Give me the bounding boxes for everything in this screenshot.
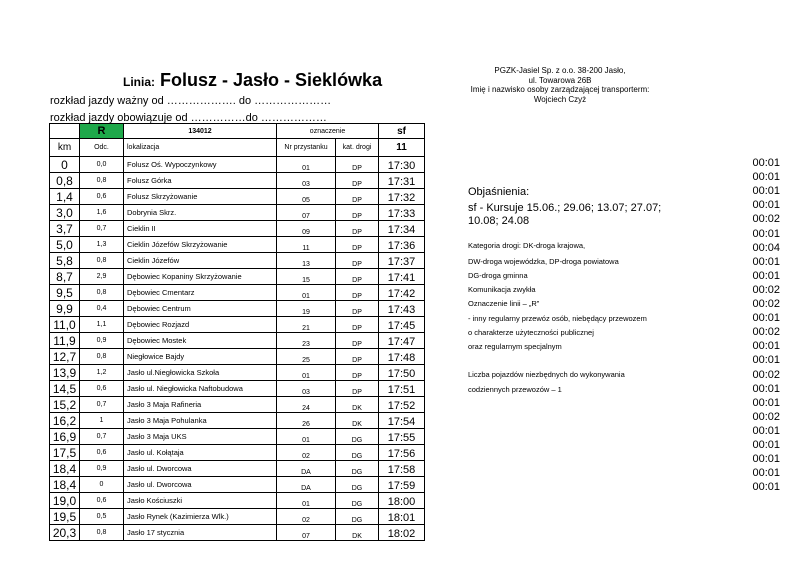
location-cell: Dębowiec Cmentarz — [124, 285, 277, 301]
table-row — [50, 189, 425, 205]
departure-time-cell: 17:37 — [379, 253, 425, 269]
table-row — [50, 445, 425, 461]
location-cell: Jasło ul. Kołątaja — [124, 445, 277, 461]
validity-line-2: rozkład jazdy obowiązuje od ……………do ……………… — [50, 112, 327, 124]
stop-number-cell: 13 — [277, 253, 336, 269]
road-category-cell: DG — [336, 461, 379, 477]
departure-time-cell: 17:58 — [379, 461, 425, 477]
interval-value: 00:02 — [752, 213, 780, 226]
table-row — [50, 477, 425, 493]
road-category-cell: DK — [336, 525, 379, 541]
km-cell: 19,5 — [50, 509, 80, 525]
line-route-name: Folusz - Jasło - Sieklówka — [160, 70, 383, 90]
km-cell: 19,0 — [50, 493, 80, 509]
km-cell: 18,4 — [50, 477, 80, 493]
road-category-cell: DG — [336, 493, 379, 509]
location-cell: Cieklin Józefów Skrzyżowanie — [124, 237, 277, 253]
location-cell: Jasło ul. Dworcowa — [124, 461, 277, 477]
km-cell: 11,9 — [50, 333, 80, 349]
road-category-cell: DG — [336, 477, 379, 493]
note-line: Liczba pojazdów niezbędnych do wykonywania — [468, 370, 625, 379]
stop-number-cell: 01 — [277, 365, 336, 381]
km-cell: 9,5 — [50, 285, 80, 301]
location-cell: Cieklin II — [124, 221, 277, 237]
table-header-row-2 — [50, 139, 425, 157]
location-cell: Jasło Rynek (Kazimierza Wlk.) — [124, 509, 277, 525]
stop-number-cell: 07 — [277, 525, 336, 541]
col-location-header: lokalizacja — [124, 139, 277, 157]
table-row — [50, 509, 425, 525]
departure-time-cell: 18:02 — [379, 525, 425, 541]
stop-number-cell: 15 — [277, 269, 336, 285]
stop-number-cell: 01 — [277, 429, 336, 445]
km-cell: 13,9 — [50, 365, 80, 381]
location-cell: Jasło Kościuszki — [124, 493, 277, 509]
interval-value: 00:01 — [752, 439, 780, 451]
table-row — [50, 413, 425, 429]
interval-value: 00:01 — [752, 227, 780, 240]
km-cell: 5,8 — [50, 253, 80, 269]
odc-cell: 0,4 — [80, 301, 124, 317]
note-line: codziennych przewozów – 1 — [468, 385, 562, 394]
company-address: PGZK-Jasiel Sp. z o.o. 38-200 Jasło, — [494, 66, 626, 75]
road-category-cell: DP — [336, 317, 379, 333]
note-line: oraz regularnym specjalnym — [468, 342, 562, 351]
road-category-cell: DP — [336, 253, 379, 269]
interval-value: 00:01 — [752, 354, 780, 367]
km-cell: 0,8 — [50, 173, 80, 189]
location-cell: Dębowiec Mostek — [124, 333, 277, 349]
course-number-cell: 11 — [379, 139, 425, 157]
interval-value: 00:01 — [752, 396, 780, 409]
interval-value: 00:01 — [752, 424, 780, 437]
road-category-cell: DG — [336, 509, 379, 525]
odc-cell: 0,7 — [80, 397, 124, 413]
company-street: ul. Towarowa 26B — [528, 75, 592, 85]
stop-number-cell: 01 — [277, 157, 336, 173]
note-line: DW-droga wojewódzka, DP-droga powiatowa — [468, 257, 619, 266]
stop-number-cell: 11 — [277, 237, 336, 253]
odc-cell: 0,7 — [80, 429, 124, 445]
odc-cell: 1,1 — [80, 317, 124, 333]
interval-value: 00:01 — [752, 255, 780, 268]
location-cell: Folusz Oś. Wypoczynkowy — [124, 157, 277, 173]
interval-value: 00:02 — [752, 368, 780, 381]
departure-time-cell: 17:36 — [379, 237, 425, 253]
interval-value: 00:02 — [752, 298, 780, 310]
location-cell: Jasło ul. Niegłowicka Naftobudowa — [124, 381, 277, 397]
location-cell: Jasło 3 Maja UKS — [124, 429, 277, 445]
km-cell: 11,0 — [50, 317, 80, 333]
col-km-header: km — [50, 139, 80, 157]
road-category-cell: DK — [336, 397, 379, 413]
odc-cell: 0 — [80, 477, 124, 493]
table-row — [50, 285, 425, 301]
empty-header-cell — [50, 124, 80, 139]
stop-number-cell: 19 — [277, 301, 336, 317]
road-category-cell: DP — [336, 221, 379, 237]
departure-time-cell: 17:50 — [379, 365, 425, 381]
table-row — [50, 205, 425, 221]
departure-time-cell: 17:30 — [379, 157, 425, 173]
line-title-label: Linia: — [123, 75, 155, 89]
departure-time-cell: 17:56 — [379, 445, 425, 461]
table-row — [50, 381, 425, 397]
interval-value: 00:02 — [752, 410, 780, 423]
km-cell: 9,9 — [50, 301, 80, 317]
km-cell: 14,5 — [50, 381, 80, 397]
km-cell: 1,4 — [50, 189, 80, 205]
odc-cell: 2,9 — [80, 269, 124, 285]
interval-value: 00:01 — [752, 340, 780, 353]
table-row — [50, 221, 425, 237]
odc-cell: 0,6 — [80, 381, 124, 397]
departure-time-cell: 17:54 — [379, 413, 425, 429]
km-cell: 12,7 — [50, 349, 80, 365]
km-cell: 0 — [50, 157, 80, 173]
validity-line-1: rozkład jazdy ważny od ………………. do ………………… — [50, 95, 332, 107]
road-category-cell: DK — [336, 413, 379, 429]
km-cell: 18,4 — [50, 461, 80, 477]
departure-time-cell: 18:01 — [379, 509, 425, 525]
road-category-cell: DP — [336, 365, 379, 381]
interval-value: 00:04 — [752, 241, 780, 254]
road-category-cell: DP — [336, 205, 379, 221]
location-cell: Dębowiec Centrum — [124, 301, 277, 317]
km-cell: 16,9 — [50, 429, 80, 445]
stop-number-cell: 26 — [277, 413, 336, 429]
table-row — [50, 429, 425, 445]
odc-cell: 0,8 — [80, 253, 124, 269]
road-category-cell: DP — [336, 285, 379, 301]
km-cell: 16,2 — [50, 413, 80, 429]
departure-time-cell: 17:42 — [379, 285, 425, 301]
table-row — [50, 237, 425, 253]
table-row — [50, 253, 425, 269]
table-row — [50, 397, 425, 413]
odc-cell: 1 — [80, 413, 124, 429]
location-cell: Jasło ul. Dworcowa — [124, 477, 277, 493]
departure-time-cell: 17:48 — [379, 349, 425, 365]
location-cell: Dobrynia Skrz. — [124, 205, 277, 221]
table-row — [50, 349, 425, 365]
road-category-cell: DP — [336, 237, 379, 253]
odc-cell: 0,8 — [80, 525, 124, 541]
table-row — [50, 173, 425, 189]
odc-cell: 1,2 — [80, 365, 124, 381]
note-line: Kategoria drogi: DK-droga krajowa, — [468, 241, 586, 250]
interval-value: 00:01 — [752, 157, 780, 169]
location-cell: Jasło 17 stycznia — [124, 525, 277, 541]
interval-value: 00:01 — [752, 453, 780, 466]
odc-cell: 0,0 — [80, 157, 124, 173]
road-category-cell: DP — [336, 301, 379, 317]
table-row — [50, 333, 425, 349]
table-row — [50, 365, 425, 381]
stop-number-cell: DA — [277, 477, 336, 493]
road-category-cell: DP — [336, 173, 379, 189]
col-stop-number-header: Nr przystanku — [277, 139, 336, 157]
stop-number-cell: 24 — [277, 397, 336, 413]
odc-cell: 0,6 — [80, 189, 124, 205]
note-line: Komunikacja zwykła — [468, 285, 536, 294]
odc-cell: 0,6 — [80, 445, 124, 461]
notes-heading: Objaśnienia: — [468, 186, 530, 198]
km-cell: 5,0 — [50, 237, 80, 253]
road-category-cell: DG — [336, 445, 379, 461]
stop-number-cell: 05 — [277, 189, 336, 205]
notes-kursuje: sf - Kursuje 15.06.; 29.06; 13.07; 27.07; 10.08; 24.08 — [468, 202, 662, 227]
interval-value: 00:01 — [752, 382, 780, 395]
odc-cell: 1,6 — [80, 205, 124, 221]
interval-value: 00:02 — [752, 326, 780, 339]
odc-cell: 0,7 — [80, 221, 124, 237]
road-category-cell: DP — [336, 157, 379, 173]
departure-time-cell: 17:31 — [379, 173, 425, 189]
road-category-cell: DP — [336, 189, 379, 205]
designation-label: oznaczenie — [277, 124, 379, 139]
interval-value: 00:01 — [752, 185, 780, 198]
interval-value: 00:01 — [752, 481, 780, 494]
stop-number-cell: 02 — [277, 509, 336, 525]
col-road-category-header: kat. drogi — [336, 139, 379, 157]
stop-number-cell: 01 — [277, 493, 336, 509]
stop-number-cell: 21 — [277, 317, 336, 333]
interval-value: 00:01 — [752, 467, 780, 480]
km-cell: 3,0 — [50, 205, 80, 221]
course-id-cell: 134012 — [124, 124, 277, 139]
location-cell: Jasło 3 Maja Pohulanka — [124, 413, 277, 429]
location-cell: Jasło 3 Maja Rafineria — [124, 397, 277, 413]
stop-number-cell: 03 — [277, 173, 336, 189]
km-cell: 15,2 — [50, 397, 80, 413]
line-title — [123, 70, 382, 91]
stop-number-cell: 02 — [277, 445, 336, 461]
road-category-cell: DP — [336, 349, 379, 365]
km-cell: 3,7 — [50, 221, 80, 237]
km-cell: 20,3 — [50, 525, 80, 541]
departure-time-cell: 17:43 — [379, 301, 425, 317]
stop-number-cell: 03 — [277, 381, 336, 397]
timetable — [49, 123, 425, 541]
sf-label: sf — [379, 124, 425, 139]
table-row — [50, 317, 425, 333]
stop-number-cell: 01 — [277, 285, 336, 301]
table-header-row-1 — [50, 124, 425, 139]
company-manager-name: Wojciech Czyż — [533, 94, 587, 104]
stop-number-cell: 09 — [277, 221, 336, 237]
departure-time-cell: 17:41 — [379, 269, 425, 285]
company-info — [470, 66, 650, 104]
km-cell: 17,5 — [50, 445, 80, 461]
departure-time-cell: 17:34 — [379, 221, 425, 237]
col-odc-header: Odc. — [80, 139, 124, 157]
location-cell: Jasło ul.Niegłowicka Szkoła — [124, 365, 277, 381]
odc-cell: 0,9 — [80, 333, 124, 349]
odc-cell: 0,8 — [80, 285, 124, 301]
note-line: Oznaczenie linii – „R” — [468, 299, 540, 308]
table-row — [50, 157, 425, 173]
company-manager-label: Imię i nazwisko osoby zarządzającej transporterm: — [470, 85, 650, 94]
departure-time-cell: 18:00 — [379, 493, 425, 509]
odc-cell: 0,5 — [80, 509, 124, 525]
departure-time-cell: 17:51 — [379, 381, 425, 397]
departure-time-cell: 17:52 — [379, 397, 425, 413]
departure-time-cell: 17:32 — [379, 189, 425, 205]
departure-time-cell: 17:45 — [379, 317, 425, 333]
odc-cell: 0,9 — [80, 461, 124, 477]
table-row — [50, 493, 425, 509]
interval-value: 00:01 — [752, 312, 780, 325]
road-category-cell: DG — [336, 429, 379, 445]
stop-number-cell: DA — [277, 461, 336, 477]
location-cell: Folusz Skrzyżowanie — [124, 189, 277, 205]
departure-time-cell: 17:55 — [379, 429, 425, 445]
interval-value: 00:01 — [752, 269, 780, 282]
location-cell: Niegłowice Bajdy — [124, 349, 277, 365]
table-row — [50, 269, 425, 285]
table-row — [50, 461, 425, 477]
table-row — [50, 525, 425, 541]
departure-time-cell: 17:47 — [379, 333, 425, 349]
road-category-cell: DP — [336, 333, 379, 349]
road-category-cell: DP — [336, 269, 379, 285]
location-cell: Cieklin Józefów — [124, 253, 277, 269]
location-cell: Folusz Górka — [124, 173, 277, 189]
location-cell: Dębowiec Rozjazd — [124, 317, 277, 333]
interval-value: 00:02 — [752, 283, 780, 296]
road-category-cell: DP — [336, 381, 379, 397]
odc-cell: 0,8 — [80, 349, 124, 365]
stop-number-cell: 07 — [277, 205, 336, 221]
odc-cell: 0,6 — [80, 493, 124, 509]
line-code-cell: R — [80, 124, 124, 139]
odc-cell: 0,8 — [80, 173, 124, 189]
note-line: - inny regularny przewóz osób, niebędący przewozem — [468, 314, 647, 323]
odc-cell: 1,3 — [80, 237, 124, 253]
stop-number-cell: 25 — [277, 349, 336, 365]
departure-time-cell: 17:59 — [379, 477, 425, 493]
interval-value: 00:01 — [752, 199, 780, 212]
note-line: o charakterze użyteczności publicznej — [468, 328, 594, 337]
note-line: DG-droga gminna — [468, 271, 528, 280]
departure-time-cell: 17:33 — [379, 205, 425, 221]
table-row — [50, 301, 425, 317]
interval-value: 00:01 — [752, 171, 780, 184]
km-cell: 8,7 — [50, 269, 80, 285]
stop-number-cell: 23 — [277, 333, 336, 349]
location-cell: Dębowiec Kopaniny Skrzyżowanie — [124, 269, 277, 285]
